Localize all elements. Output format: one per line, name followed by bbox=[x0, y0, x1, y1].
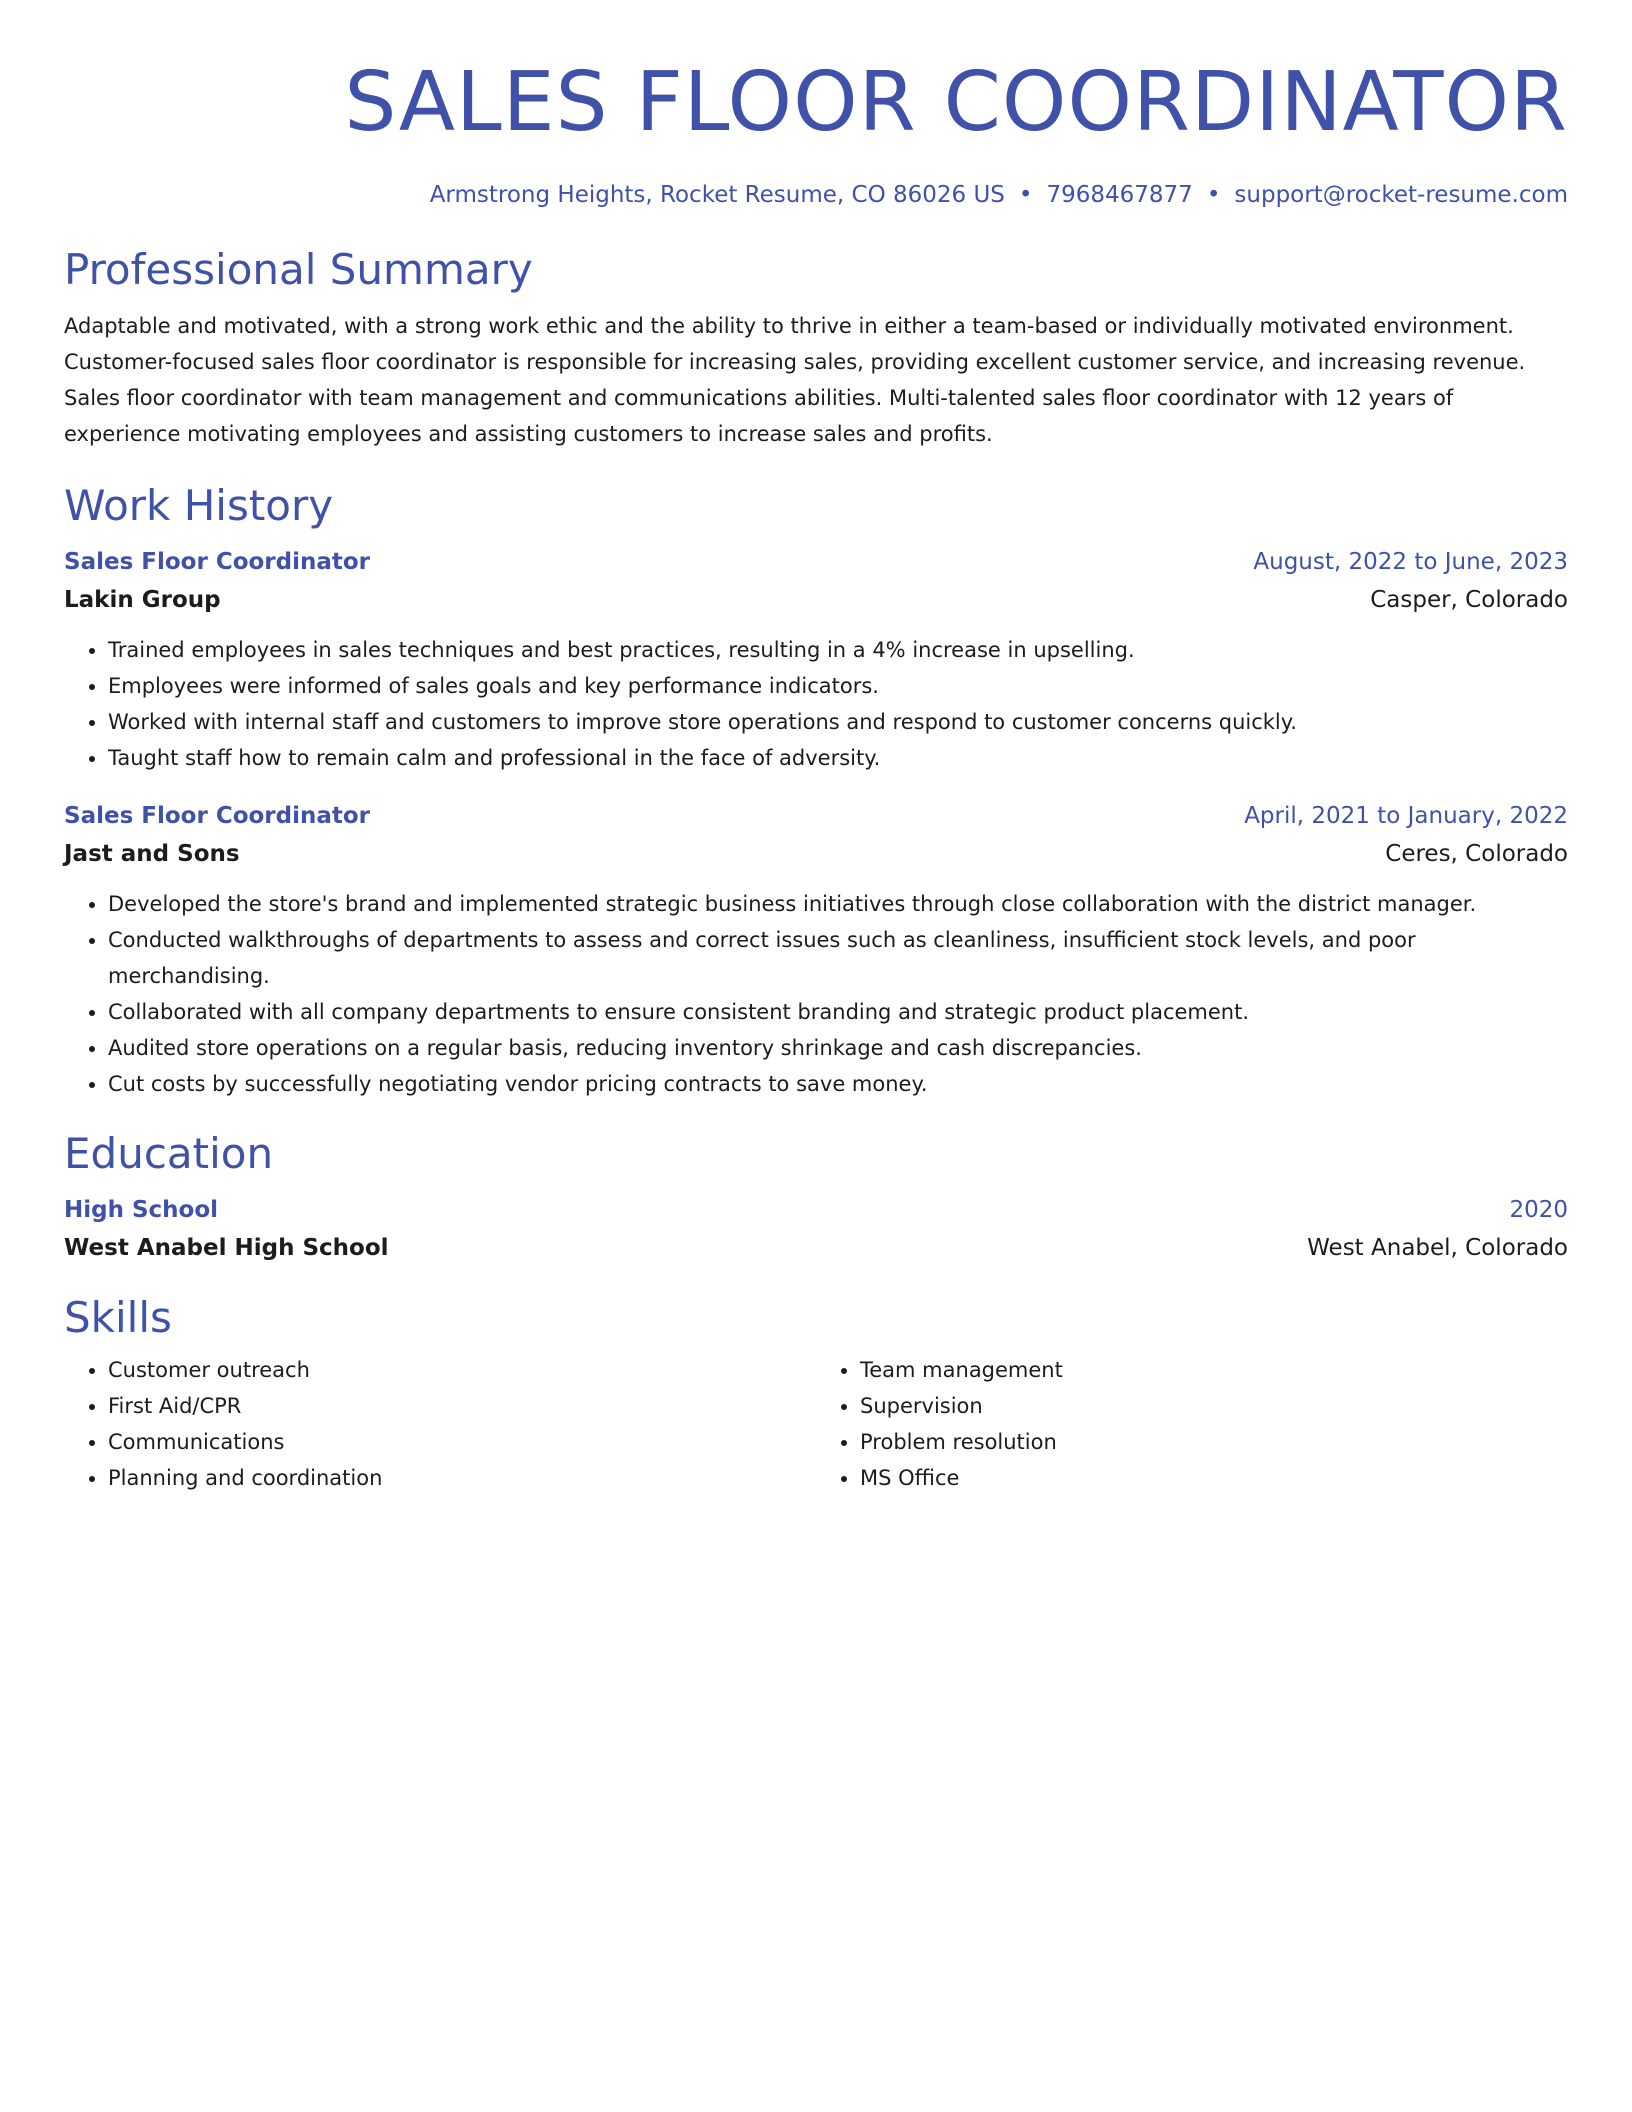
job-bullet: • Audited store operations on a regular basis, reducing inventory shrinkage and cash discrepancies. bbox=[108, 1030, 1568, 1066]
education-school: West Anabel High School bbox=[64, 1235, 389, 1261]
education-section bbox=[64, 1128, 1568, 1268]
skills-columns bbox=[64, 1352, 1568, 1496]
job-company: Jast and Sons bbox=[64, 841, 240, 867]
skills-list-right bbox=[816, 1352, 1568, 1496]
skill-item: • First Aid/CPR bbox=[108, 1388, 816, 1424]
skill-item: • MS Office bbox=[860, 1460, 1568, 1496]
skill-item: • Planning and coordination bbox=[108, 1460, 816, 1496]
skills-list-left bbox=[64, 1352, 816, 1496]
summary-section bbox=[64, 244, 1568, 452]
skill-item: • Team management bbox=[860, 1352, 1568, 1388]
page-title: SALES FLOOR COORDINATOR bbox=[344, 55, 1568, 150]
job-location: Ceres, Colorado bbox=[1385, 841, 1568, 867]
education-location: West Anabel, Colorado bbox=[1307, 1235, 1568, 1261]
skill-item: • Communications bbox=[108, 1424, 816, 1460]
job-role: Sales Floor Coordinator bbox=[64, 549, 371, 575]
job-bullet: • Employees were informed of sales goals and key performance indicators. bbox=[108, 668, 1568, 704]
contact-address: Armstrong Heights, Rocket Resume, CO 86026 US bbox=[429, 182, 1005, 208]
contact-phone: 7968467877 bbox=[1046, 182, 1193, 208]
skills-heading: Skills bbox=[64, 1293, 172, 1342]
job-bullet: • Cut costs by successfully negotiating vendor pricing contracts to save money. bbox=[108, 1066, 1568, 1102]
contact-line bbox=[64, 180, 1568, 210]
job-company: Lakin Group bbox=[64, 587, 221, 613]
job-location: Casper, Colorado bbox=[1370, 587, 1568, 613]
education-degree-row bbox=[64, 1192, 1568, 1228]
job-company-row bbox=[64, 834, 1568, 874]
skill-item: • Supervision bbox=[860, 1388, 1568, 1424]
job-title-row bbox=[64, 544, 1568, 580]
job-bullets bbox=[64, 886, 1568, 1102]
job-bullet: • Worked with internal staff and customers to improve store operations and respond to customer concerns quickly. bbox=[108, 704, 1568, 740]
education-heading: Education bbox=[64, 1129, 274, 1178]
job-dates: August, 2022 to June, 2023 bbox=[1253, 549, 1568, 575]
resume-header bbox=[64, 0, 1568, 210]
job-entry bbox=[64, 798, 1568, 1102]
education-degree: High School bbox=[64, 1197, 219, 1223]
job-bullet: • Trained employees in sales techniques and best practices, resulting in a 4% increase in upselling. bbox=[108, 632, 1568, 668]
job-entry bbox=[64, 544, 1568, 776]
skill-item: • Customer outreach bbox=[108, 1352, 816, 1388]
job-bullet: • Developed the store's brand and implemented strategic business initiatives through close collaboration with the district manager. bbox=[108, 886, 1568, 922]
job-bullet: • Conducted walkthroughs of departments to assess and correct issues such as cleanliness, insufficient stock levels, and poor merchandising. bbox=[108, 922, 1568, 994]
education-year: 2020 bbox=[1509, 1197, 1568, 1223]
summary-text: Adaptable and motivated, with a strong work ethic and the ability to thrive in either a team-based or individually motivated environment. Customer-focused sales floor coordinator is responsible for increasing sales, providing excellent customer service, and increasing revenue. Sales floor coordinator with team management and communications abilities. Multi-talented sales floor coordinator with 12 years of experience motivating employees and assisting customers to increase sales and profits. bbox=[64, 314, 1526, 446]
work-history-section bbox=[64, 480, 1568, 1102]
contact-separator: • bbox=[1018, 182, 1033, 208]
skills-section bbox=[64, 1292, 1568, 1496]
job-bullet: • Collaborated with all company departments to ensure consistent branding and strategic product placement. bbox=[108, 994, 1568, 1030]
job-bullet: • Taught staff how to remain calm and professional in the face of adversity. bbox=[108, 740, 1568, 776]
education-entry bbox=[64, 1192, 1568, 1268]
job-dates: April, 2021 to January, 2022 bbox=[1244, 803, 1568, 829]
job-role: Sales Floor Coordinator bbox=[64, 803, 371, 829]
summary-heading: Professional Summary bbox=[64, 245, 533, 294]
job-title-row bbox=[64, 798, 1568, 834]
skill-item: • Problem resolution bbox=[860, 1424, 1568, 1460]
job-bullets bbox=[64, 632, 1568, 776]
work-history-heading: Work History bbox=[64, 481, 334, 530]
job-company-row bbox=[64, 580, 1568, 620]
contact-separator: • bbox=[1206, 182, 1221, 208]
contact-email[interactable]: support@rocket-resume.com bbox=[1234, 182, 1568, 208]
education-school-row bbox=[64, 1228, 1568, 1268]
